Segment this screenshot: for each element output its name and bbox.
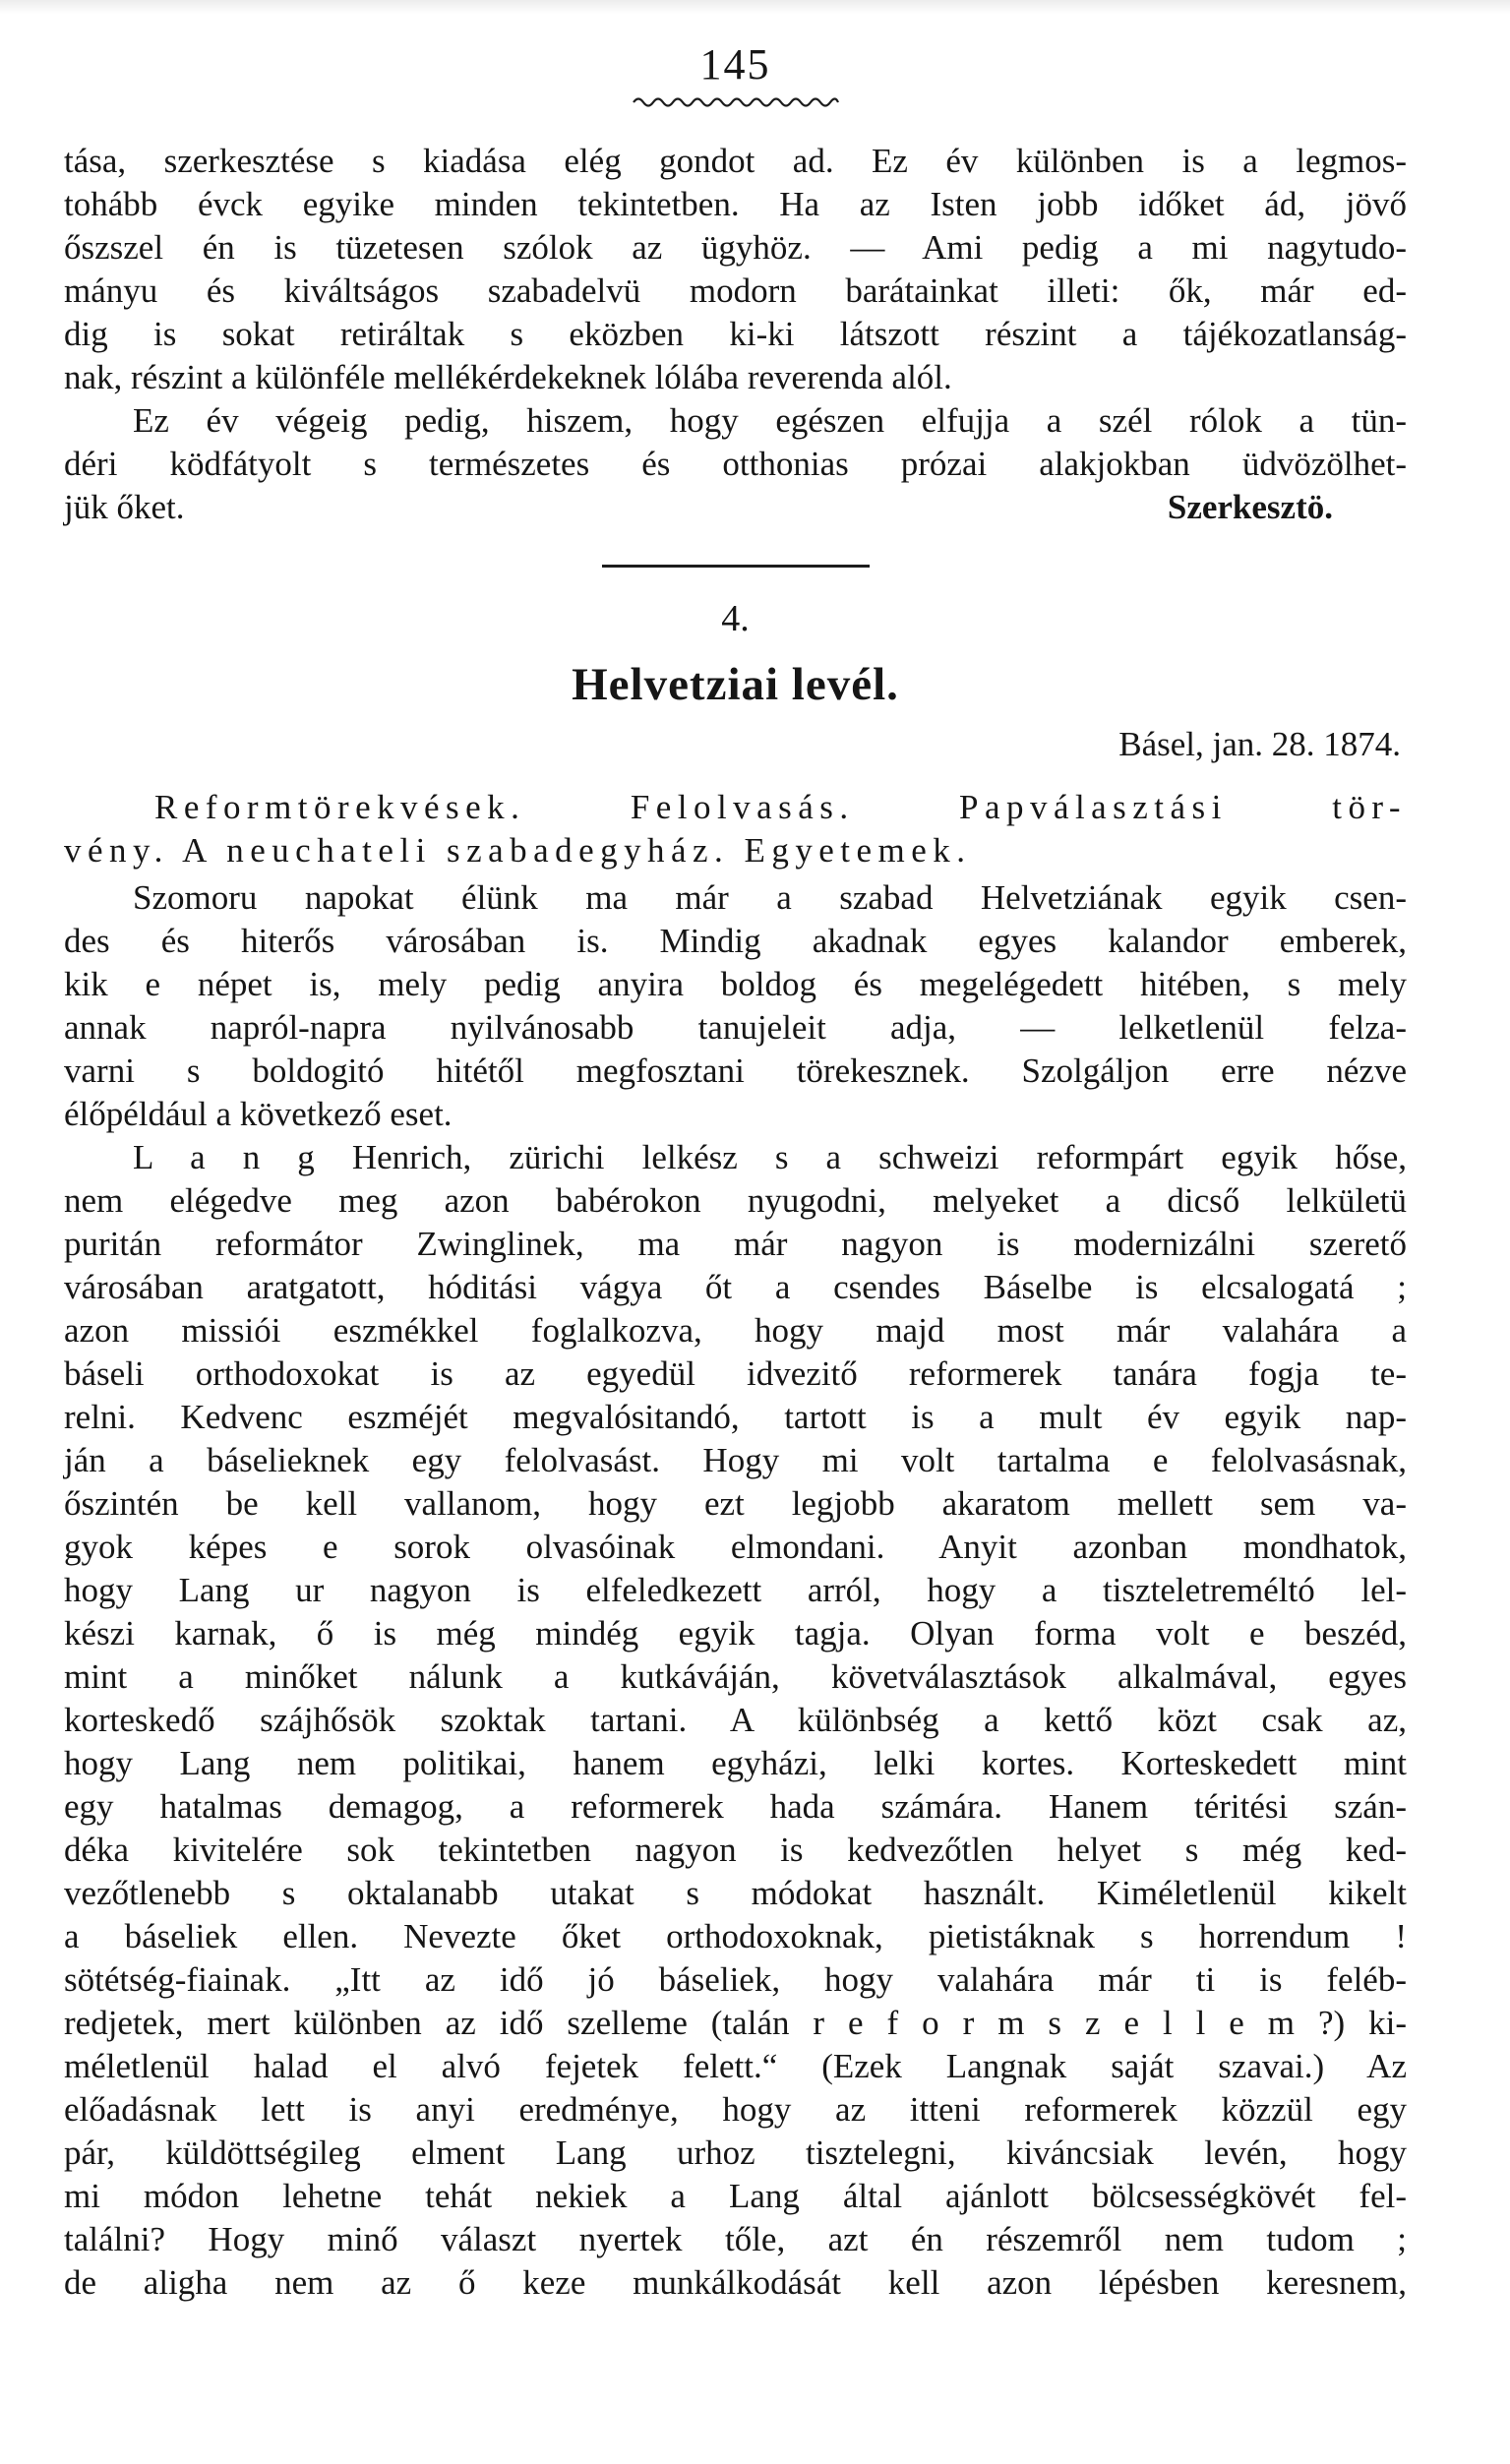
text-line: ján a báselieknek egy felolvasást. Hogy mi volt tartalma e felolvasásnak, — [64, 1441, 1407, 1479]
text-line: puritán reformátor Zwinglinek, ma már nagyon is modernizálni szerető — [64, 1225, 1407, 1263]
text-line: jük őket. — [64, 488, 185, 526]
text-line: déka kivitelére sok tekintetben nagyon is kedvezőtlen helyet s még ked- — [64, 1831, 1407, 1869]
text-line: báseli orthodoxokat is az egyedül idvezitő reformerek tanára fogja te- — [64, 1354, 1407, 1393]
wavy-rule-icon — [632, 92, 840, 110]
text-line: déri ködfátyolt s természetes és otthonias prózai alakjokban üdvözölhet- — [64, 445, 1407, 483]
text-line: méletlenül halad el alvó fejetek felett.“ (Ezek Langnak saját szavai.) Az — [64, 2047, 1407, 2085]
text-line: L a n g Henrich, zürichi lelkész s a schweizi reformpárt egyik hőse, — [133, 1138, 1407, 1176]
dateline: Básel, jan. 28. 1874. — [1118, 725, 1401, 763]
text-line: őszintén be kell vallanom, hogy ezt legjobb akaratom mellett sem va- — [64, 1484, 1407, 1523]
text-line: mányu és kiváltságos szabadelvü modorn barátainkat illeti: ők, már ed- — [64, 271, 1407, 310]
paragraph-continuation — [64, 140, 1407, 356]
text-line: sötétség-fiainak. „Itt az idő jó báseliek, hogy valahára már ti is feléb- — [64, 1960, 1407, 1999]
text-line: azon missiói eszmékkel foglalkozva, hogy majd most már valahára a — [64, 1311, 1407, 1350]
summary-line: Reformtörekvések. Felolvasás. Papválasztási tör- — [154, 788, 1407, 826]
paragraph — [64, 399, 1407, 486]
article-title: Helvetziai levél. — [572, 659, 899, 710]
closing-section — [64, 140, 1407, 529]
text-line: pár, küldöttségileg elment Lang urhoz tisztelegni, kiváncsiak levén, hogy — [64, 2133, 1407, 2172]
text-line: des és hiterős városában is. Mindig akadnak egyes kalandor emberek, — [64, 922, 1407, 960]
text-line: Szomoru napokat élünk ma már a szabad Helvetziának egyik csen- — [133, 878, 1407, 917]
article-summary — [64, 786, 1407, 872]
section-number: 4. — [721, 598, 750, 639]
signature-line — [64, 486, 1407, 529]
wavy-rule — [64, 92, 1407, 114]
summary-line: vény. A neuchateli szabadegyház. Egyetemek. — [64, 831, 972, 870]
text-line: egy hatalmas demagog, a reformerek hada számára. Hanem téritési szán- — [64, 1787, 1407, 1826]
separator-rule — [602, 565, 870, 568]
text-line: tása, szerkesztése s kiadása elég gondot ad. Ez év különben is a legmos- — [64, 142, 1407, 180]
text-line: készi karnak, ő is még mindég egyik tagja. Olyan forma volt e beszéd, — [64, 1614, 1407, 1653]
editor-signature: Szerkesztö. — [1167, 488, 1333, 526]
text-line: városában aratgatott, hóditási vágya őt a csendes Báselbe is elcsalogatá ; — [64, 1268, 1407, 1306]
article-section — [64, 595, 1407, 2305]
page-header — [64, 39, 1407, 114]
text-line: kik e népet is, mely pedig anyira boldog és megelégedett hitében, s mely — [64, 965, 1407, 1003]
text-line: korteskedő szájhősök szoktak tartani. A különbség a kettő közt csak az, — [64, 1701, 1407, 1739]
text-line: varni s boldogitó hitétől megfosztani törekesznek. Szolgáljon erre nézve — [64, 1052, 1407, 1090]
text-line: a báseliek ellen. Nevezte őket orthodoxoknak, pietistáknak s horrendum ! — [64, 1917, 1407, 1955]
text-line: hogy Lang ur nagyon is elfeledkezett arról, hogy a tiszteletreméltó lel- — [64, 1571, 1407, 1609]
text-line: találni? Hogy minő választ nyertek tőle, azt én részemről nem tudom ; — [64, 2220, 1407, 2258]
text-line: Ez év végeig pedig, hiszem, hogy egészen elfujja a szél rólok a tün- — [133, 401, 1407, 440]
text-line: tohább évck egyike minden tekintetben. Ha az Isten jobb időket ád, jövő — [64, 185, 1407, 223]
page-number: 145 — [699, 40, 771, 89]
text-line: előadásnak lett is anyi eredménye, hogy az itteni reformerek közzül egy — [64, 2090, 1407, 2129]
text-line: hogy Lang nem politikai, hanem egyházi, lelki kortes. Korteskedett mint — [64, 1744, 1407, 1782]
text-line: nem elégedve meg azon babérokon nyugodni, melyeket a dicső lelkületü — [64, 1181, 1407, 1220]
text-line: gyok képes e sorok olvasóinak elmondani. Anyit azonban mondhatok, — [64, 1528, 1407, 1566]
body-paragraph — [64, 876, 1407, 1093]
text-line: őszszel én is tüzetesen szólok az ügyhöz. — Ami pedig a mi nagytudo- — [64, 228, 1407, 267]
text-line: annak napról-napra nyilvánosabb tanujeleit adja, — lelketlenül felza- — [64, 1008, 1407, 1047]
text-line: redjetek, mert különben az idő szelleme (talán r e f o r m s z e l l e m ?) ki- — [64, 2004, 1407, 2042]
text-line: dig is sokat retiráltak s eközben ki-ki látszott részint a tájékozatlanság- — [64, 315, 1407, 353]
text-line: relni. Kedvenc eszméjét megvalósitandó, tartott is a mult év egyik nap- — [64, 1398, 1407, 1436]
text-line: vezőtlenebb s oktalanabb utakat s módokat használt. Kiméletlenül kikelt — [64, 1874, 1407, 1912]
text-line: nak, részint a különféle mellékérdekeknek lólába reverenda alól. — [64, 358, 952, 396]
text-line: mint a minőket nálunk a kutkáváján, követválasztások alkalmával, egyes — [64, 1657, 1407, 1696]
text-line: de aligha nem az ő keze munkálkodását kell azon lépésben keresnem, — [64, 2263, 1407, 2302]
text-line: élőpéldául a következő eset. — [64, 1095, 453, 1133]
body-paragraph — [64, 1136, 1407, 2305]
text-line: mi módon lehetne tehát nekiek a Lang által ajánlott bölcsességkövét fel- — [64, 2177, 1407, 2215]
